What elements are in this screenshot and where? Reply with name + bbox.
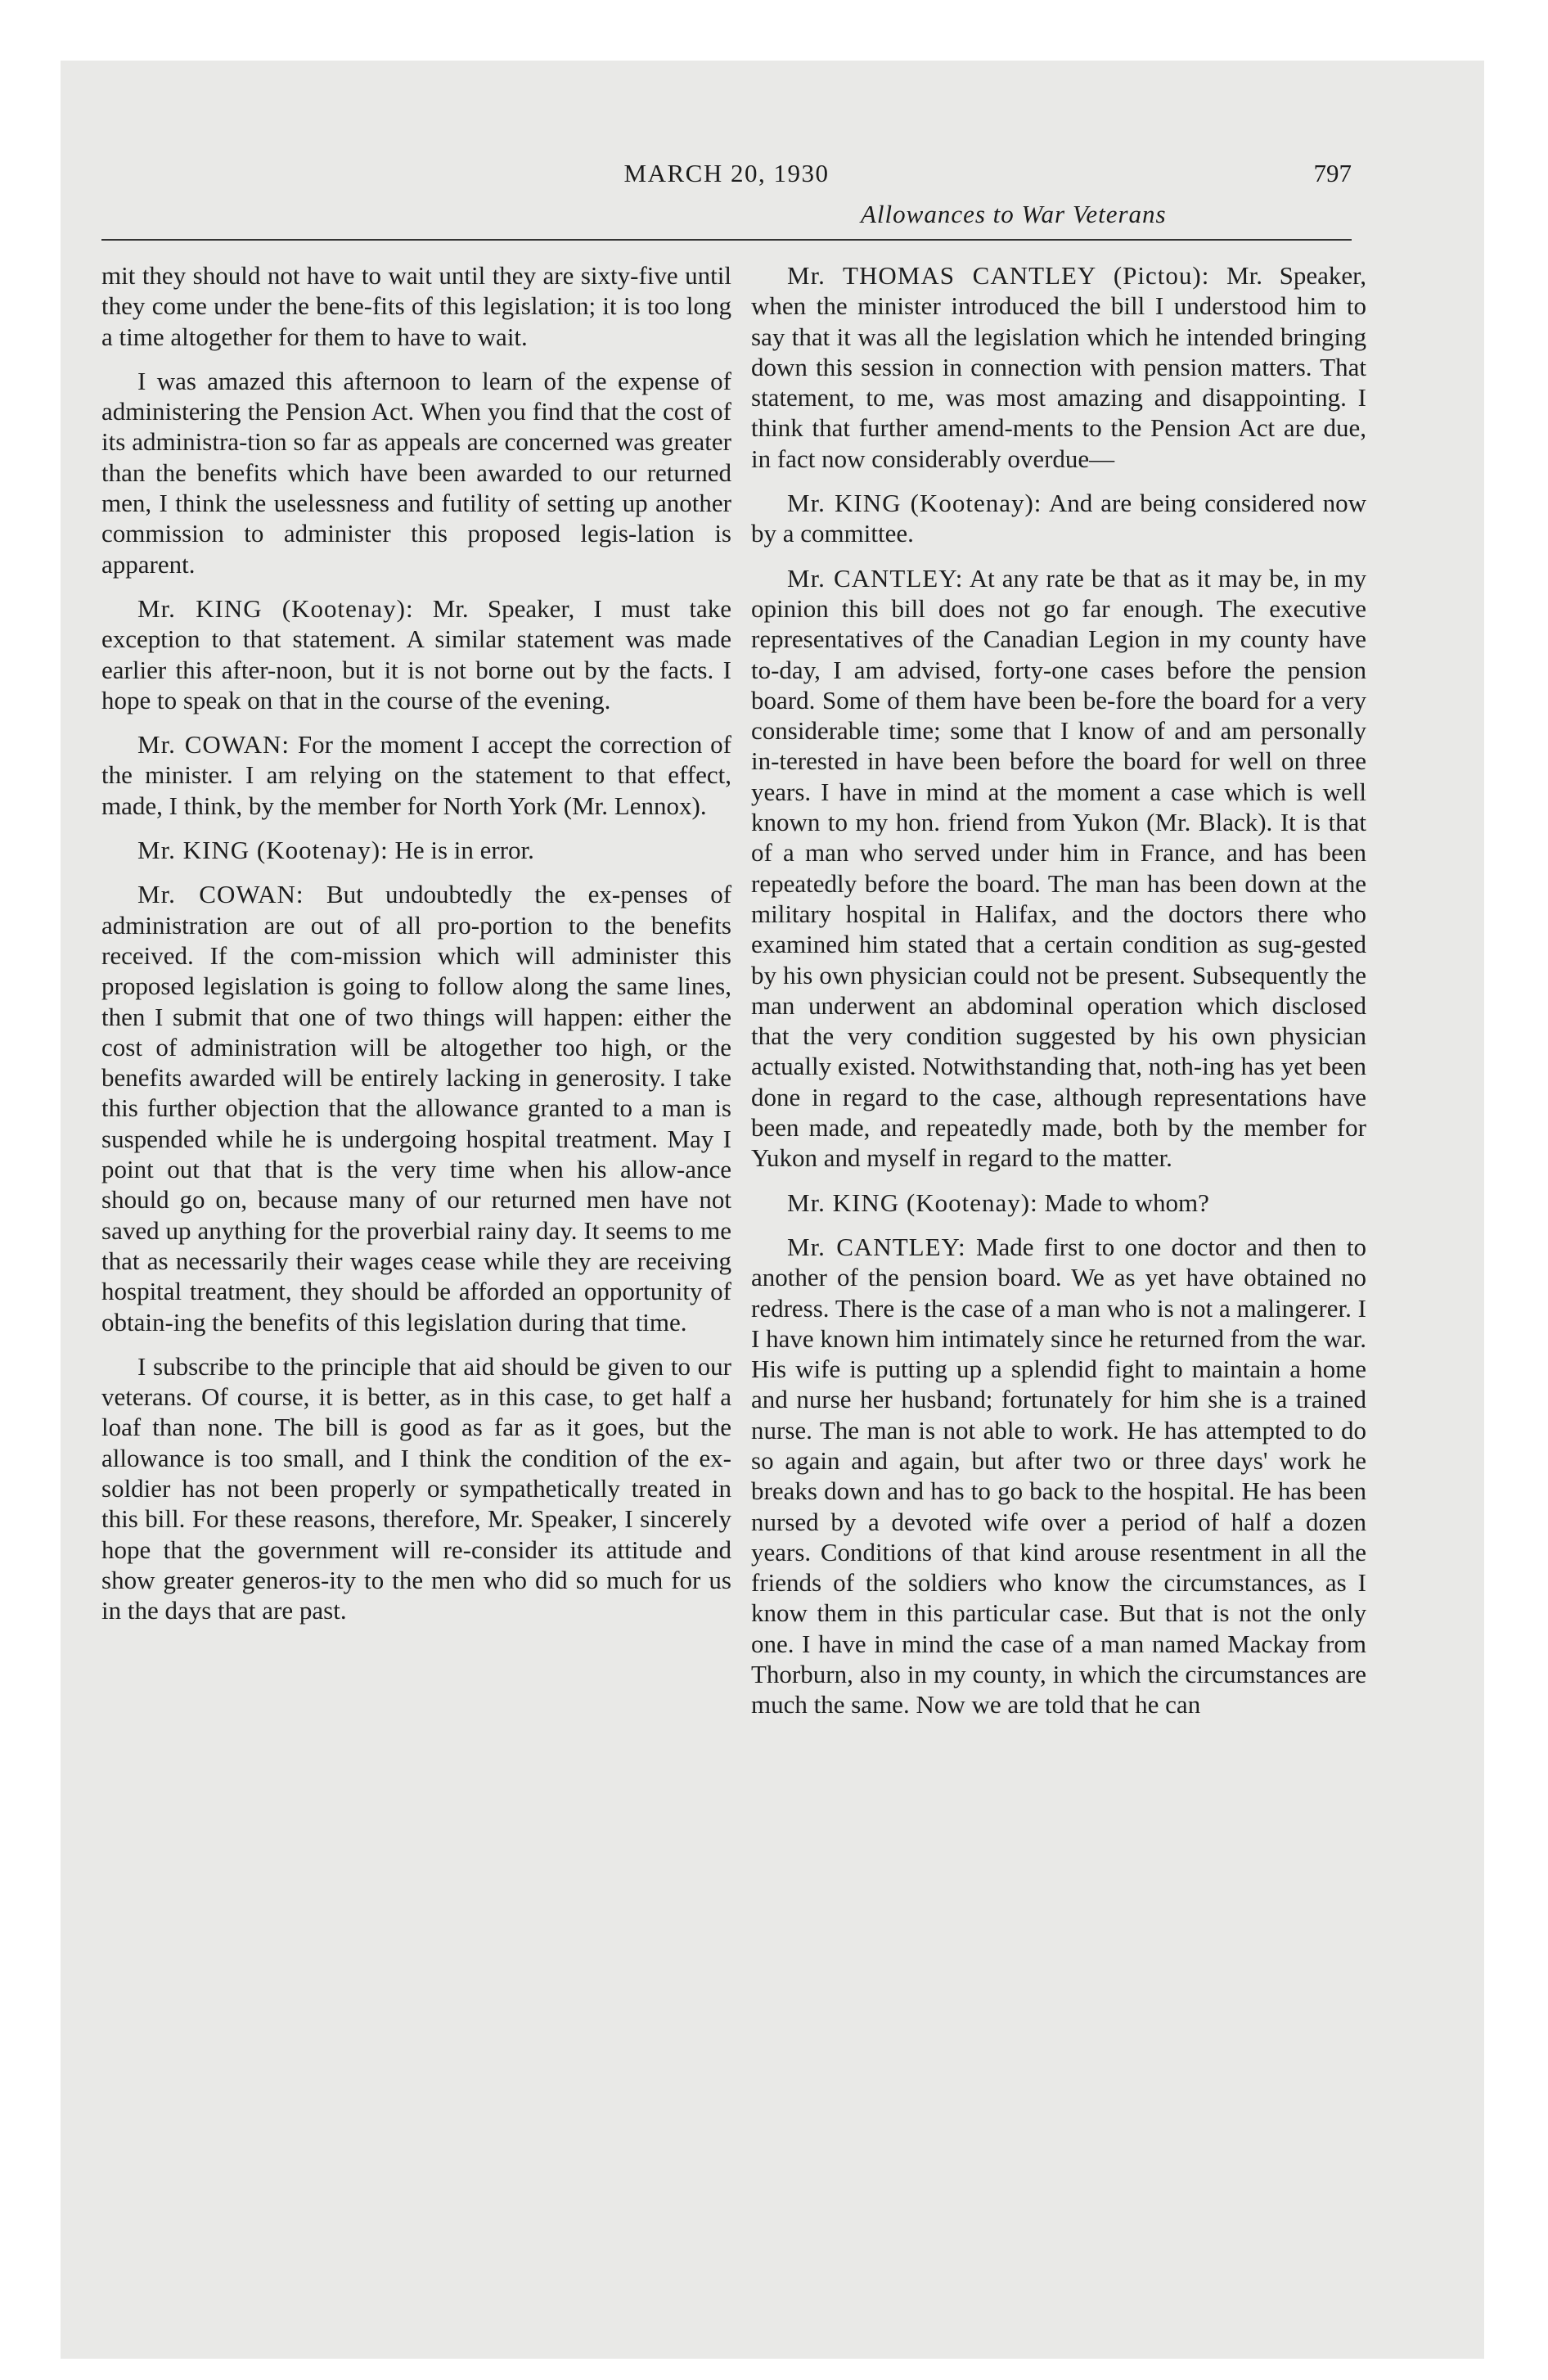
paragraph-text: He is in error. [394, 836, 534, 865]
paragraph [101, 879, 731, 1336]
header-date: MARCH 20, 1930 [623, 159, 830, 187]
speaker-name: Mr. KING (Kootenay): [787, 489, 1042, 518]
paragraph [101, 1351, 731, 1626]
paragraph [751, 260, 1366, 474]
paragraph-text: Mr. Speaker, I must take exception to that statement. A similar statement was made earlier this after-noon, but it is not borne out by the facts. I hope to speak on that in the course of the evening. [101, 593, 731, 714]
header-divider [101, 239, 1352, 241]
page-header [101, 152, 1352, 241]
paragraph [101, 835, 731, 865]
paragraph-text: I was amazed this afternoon to learn of the expense of administering the Pension Act. When you find that the cost of its administra-tion so far as appeals are concerned was greater than the benefits which have been awarded to our returned men, I think the uselessness and futility of setting up another commission to administer this proposed legis-lation is apparent. [101, 366, 731, 579]
paragraph [101, 366, 731, 579]
running-title: Allowances to War Veterans [861, 200, 1167, 228]
left-column [101, 260, 731, 1639]
paragraph-text: I subscribe to the principle that aid should be given to our veterans. Of course, it is better, as in this case, to get half a loaf than none. The bill is good as far as it goes, but the allowance is too small, and I think the condition of the ex-soldier has not been properly or sympathetically treated in this bill. For these reasons, therefore, Mr. Speaker, I sincerely hope that the government will re-consider its attitude and show greater generos-ity to the men who did so much for us in the days that are past. [101, 1351, 731, 1625]
page-number: 797 [1313, 159, 1352, 187]
paragraph [101, 729, 731, 821]
speaker-name: Mr. CANTLEY: [787, 563, 964, 593]
speaker-name: Mr. KING (Kootenay): [137, 836, 389, 865]
paragraph-text: Mr. Speaker, when the minister introduced the bill I understood him to say that it was all the legislation which he intended bringing down this session in connection with pension matters. That statement, to me, was most amazing and disappointing. I think that further amend-ments to the Pension Act are due, in fact now considerably overdue— [751, 261, 1367, 473]
paragraph [101, 593, 731, 715]
paragraph-text: Made to whom? [1044, 1188, 1209, 1217]
speaker-name: Mr. COWAN: [137, 730, 290, 760]
speaker-name: Mr. KING (Kootenay): [787, 1188, 1038, 1217]
speaker-name: Mr. COWAN: [137, 880, 304, 909]
speaker-name: Mr. THOMAS CANTLEY (Pictou): [787, 261, 1210, 290]
paragraph [751, 563, 1366, 1174]
speaker-name: Mr. CANTLEY: [787, 1232, 966, 1261]
paragraph [101, 260, 731, 352]
paragraph-text: At any rate be that as it may be, in my opinion this bill does not go far enough. The executive representatives of the Canadian Legion in my county have to-day, I am advised, forty-one cases before the pension board. Some of them have been be-fore the board for a very considerable time; some that I know of and am personally in-terested in have been before the board for well on three years. I have in mind at the moment a case which is well known to my hon. friend from Yukon (Mr. Black). It is that of a man who served under him in France, and has been repeatedly before the board. The man has been down at the military hospital in Halifax, and the doctors there who examined him stated that a certain condition as sug-gested by his own physician could not be present. Subsequently the man underwent an abdominal operation which disclosed that the very condition suggested by his own physician actually existed. Notwithstanding that, noth-ing has yet been done in regard to the case, although representations have been made, and repeatedly made, both by the member for Yukon and myself in regard to the matter. [751, 563, 1366, 1173]
paragraph-text: But undoubtedly the ex-penses of administration are out of all pro-portion to the benefits received. If the com-mission which will administer this proposed legislation is going to follow along the same lines, then I submit that one of two things will happen: either the cost of administration will be altogether too high, or the benefits awarded will be entirely lacking in generosity. I take this further objection that the allowance granted to a man is suspended while he is undergoing hospital treatment. May I point out that that is the very time when his allow-ance should go on, because many of our returned men have not saved up anything for the proverbial rainy day. It seems to me that as necessarily their wages cease while they are receiving hospital treatment, they should be afforded an opportunity of obtain-ing the benefits of this legislation during that time. [101, 880, 732, 1336]
paragraph [751, 1188, 1366, 1218]
right-column [751, 260, 1366, 1734]
speaker-name: Mr. KING (Kootenay): [137, 593, 414, 623]
paragraph-text: Made first to one doctor and then to another of the pension board. We as yet have obtained no redress. There is the case of a man who is not a malingerer. I I have known him intimately since he returned from the war. His wife is putting up a splendid fight to maintain a home and nurse her husband; fortunately for him she is a trained nurse. The man is not able to work. He has attempted to do so again and again, but after two or three days' work he breaks down and has to go back to the hospital. He has been nursed by a devoted wife over a period of half a dozen years. Conditions of that kind arouse resentment in all the friends of the soldiers who know the circumstances, as I know them in this particular case. But that is not the only one. I have in mind the case of a man named Mackay from Thorburn, also in my county, in which the circumstances are much the same. Now we are told that he can [751, 1232, 1366, 1720]
paragraph [751, 488, 1366, 549]
paragraph-text: And are being considered now by a committee. [751, 489, 1366, 548]
paragraph [751, 1232, 1366, 1720]
paragraph-text: mit they should not have to wait until they are sixty-five until they come under the bene-fits of this legislation; it is too long a time altogether for them to have to wait. [101, 261, 731, 351]
paragraph-text: For the moment I accept the correction of the minister. I am relying on the statement to that effect, made, I think, by the member for North York (Mr. Lennox). [101, 730, 731, 820]
